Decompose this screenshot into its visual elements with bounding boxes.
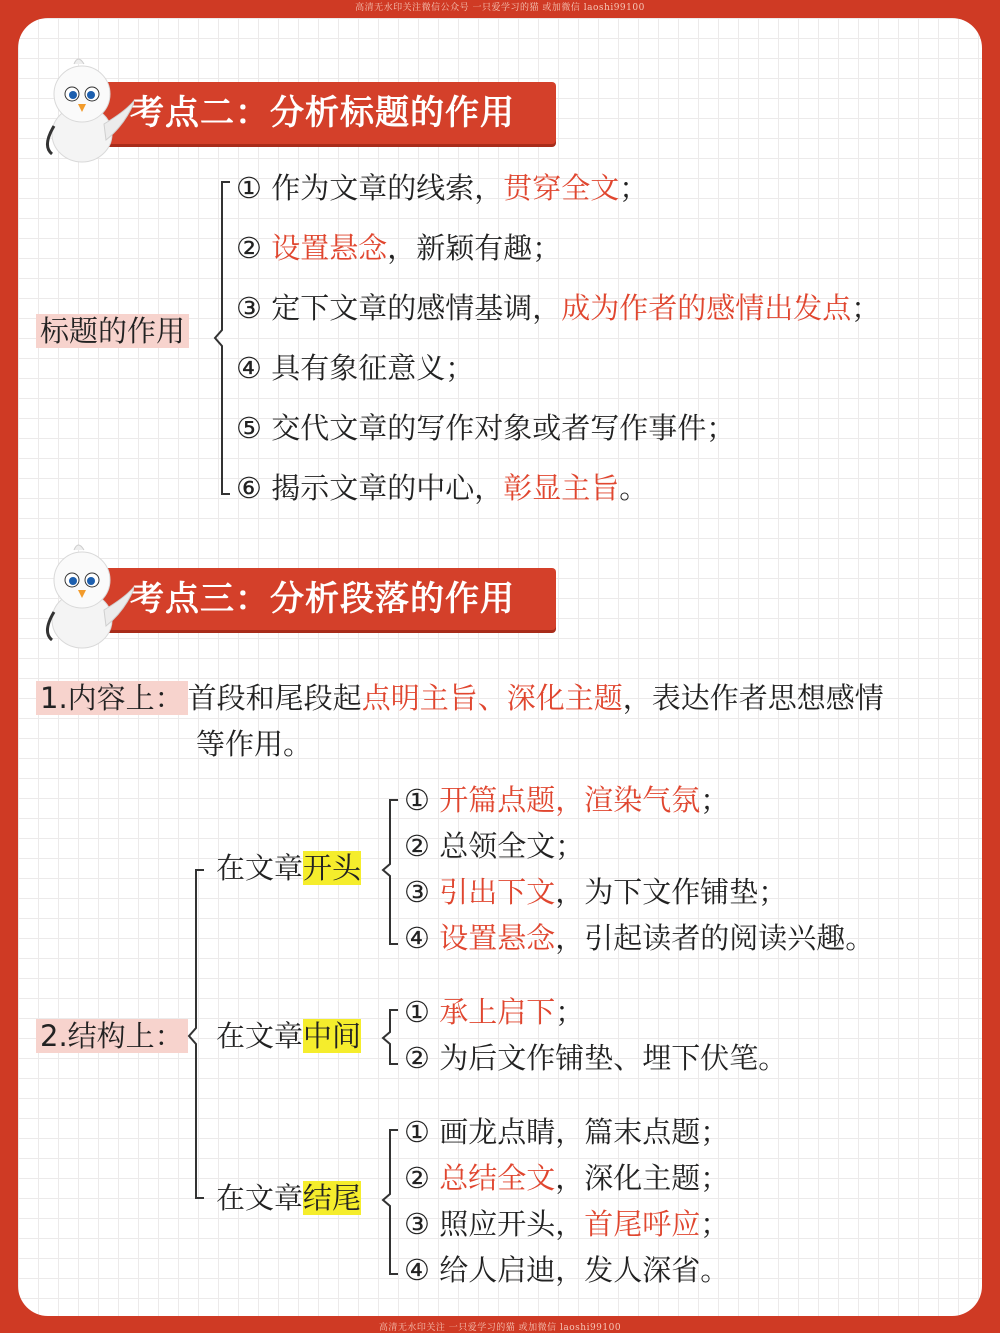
ending-item-4: ④ 给人启迪，发人深省。: [404, 1253, 730, 1287]
structure-brace: [186, 868, 206, 1200]
group-middle-label: 在文章中间: [216, 1019, 362, 1053]
structure-label: 2.结构上：: [36, 1016, 188, 1056]
section2-brace: [212, 180, 232, 500]
opening-item-2: ② 总领全文；: [404, 829, 585, 863]
section2-label: 标题的作用: [36, 311, 189, 351]
group-opening-label: 在文章开头: [216, 851, 362, 885]
section3-banner: [100, 568, 556, 630]
content-row-line2: 等作用。: [196, 727, 313, 761]
section2-title: 考点二：分析标题的作用: [130, 93, 515, 133]
ending-item-2: ② 总结全文，深化主题；: [404, 1161, 730, 1195]
section2-item-3: ③ 定下文章的感情基调，成为作者的感情出发点；: [236, 291, 881, 325]
watermark-bottom: 高清无水印关注 一只爱学习的猫 或加微信 laoshi99100: [378, 1323, 622, 1333]
opening-item-1: ① 开篇点题，渲染气氛；: [404, 783, 730, 817]
content-label: 1.内容上：: [36, 681, 188, 715]
group-ending-label: 在文章结尾: [216, 1181, 362, 1215]
middle-item-1: ① 承上启下；: [404, 995, 585, 1029]
group-middle-brace: [380, 1008, 400, 1068]
section2-item-5: ⑤ 交代文章的写作对象或者写作事件；: [236, 411, 736, 445]
opening-item-3: ③ 引出下文，为下文作铺垫；: [404, 875, 788, 909]
bird-mascot-icon: [34, 54, 134, 164]
section2-banner: [100, 82, 556, 144]
section2-item-1: ① 作为文章的线索，贯穿全文；: [236, 171, 649, 205]
section2-item-6: ⑥ 揭示文章的中心，彰显主旨。: [236, 471, 649, 505]
group-ending-brace: [380, 1128, 400, 1278]
opening-item-4: ④ 设置悬念，引起读者的阅读兴趣。: [404, 921, 875, 955]
section2-item-4: ④ 具有象征意义；: [236, 351, 475, 385]
content-row-line1: 1.内容上： 首段和尾段起点明主旨、深化主题，表达作者思想感情: [36, 678, 884, 718]
ending-item-1: ① 画龙点睛，篇末点题；: [404, 1115, 730, 1149]
section2-item-2: ② 设置悬念，新颖有趣；: [236, 231, 562, 265]
section3-title: 考点三：分析段落的作用: [130, 579, 515, 619]
ending-item-3: ③ 照应开头，首尾呼应；: [404, 1207, 730, 1241]
watermark-top: 高清无水印关注微信公众号 一只爱学习的猫 或加微信 laoshi99100: [355, 3, 645, 13]
bird-mascot-icon: [34, 540, 134, 650]
group-opening-brace: [380, 798, 400, 948]
middle-item-2: ② 为后文作铺垫、埋下伏笔。: [404, 1041, 788, 1075]
content-card: [18, 18, 982, 1316]
